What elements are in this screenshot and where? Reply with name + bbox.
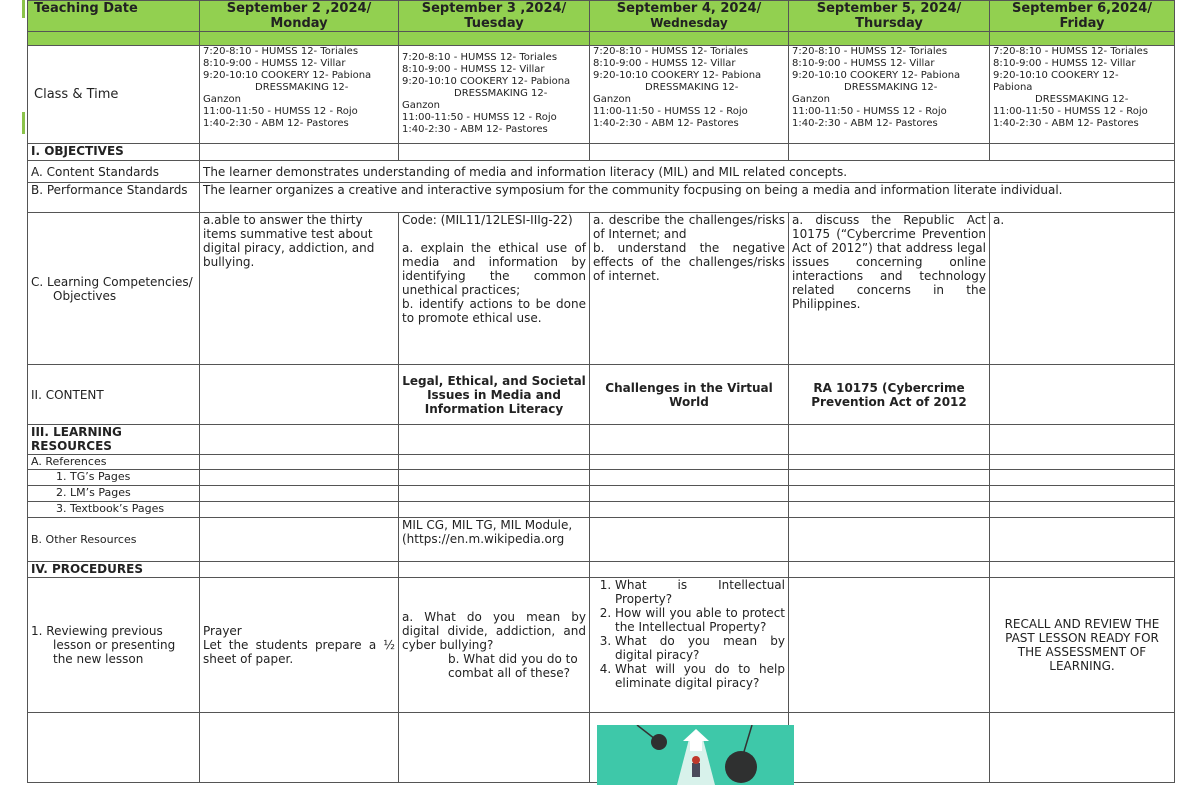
review-row — [28, 578, 1175, 713]
header-day-wed — [590, 1, 789, 32]
date-text: September 3 ,2024/ — [421, 1, 567, 16]
review-tue — [399, 578, 590, 713]
competencies-fri: a. — [990, 213, 1175, 365]
content-standards-label: A. Content Standards — [28, 161, 200, 183]
other-resources-label: B. Other Resources — [28, 518, 200, 562]
schedule-line: 9:20-10:10 COOKERY 12- Pabiona — [402, 76, 571, 87]
schedule-line: 7:20-8:10 - HUMSS 12- Toriales — [203, 46, 359, 57]
procedure-line: a. What do you mean by digital divide, addiction, and cyber bullying? — [402, 610, 586, 652]
schedule-line: 8:10-9:00 - HUMSS 12- Villar — [203, 58, 346, 69]
review-fri: RECALL AND REVIEW THE PAST LESSON READY FOR THE ASSESSMENT OF LEARNING. — [990, 578, 1175, 713]
lm-pages-label: 2. LM’s Pages — [28, 486, 200, 502]
objectives-heading: I. OBJECTIVES — [28, 144, 200, 161]
performance-standards-row — [28, 183, 1175, 213]
schedule-line: 11:00-11:50 - HUMSS 12 - Rojo — [792, 106, 947, 117]
objectives-heading-row — [28, 144, 1175, 161]
daily-lesson-log-table — [27, 0, 1175, 783]
schedule-line: 8:10-9:00 - HUMSS 12- Villar — [792, 58, 935, 69]
performance-standards-text: The learner organizes a creative and interactive symposium for the community focpusing on being a media and information literate individual. — [200, 183, 1175, 213]
schedule-line: 7:20-8:10 - HUMSS 12- Toriales — [402, 52, 558, 63]
review-question: 4. What will you do to help eliminate digital piracy? — [615, 662, 785, 690]
schedule-line: DRESSMAKING 12- — [454, 88, 548, 99]
competencies-tue — [399, 213, 590, 365]
schedule-line: 1:40-2:30 - ABM 12- Pastores — [993, 118, 1139, 129]
date-text: September 5, 2024/ — [816, 1, 962, 16]
class-time-fri — [990, 46, 1175, 144]
content-wed: Challenges in the Virtual World — [590, 365, 789, 425]
schedule-line: Ganzon — [203, 94, 241, 105]
competency-code: Code: (MIL11/12LESI-IIIg-22) — [402, 213, 573, 227]
class-time-mon — [200, 46, 399, 144]
header-day-tue — [399, 1, 590, 32]
schedule-line: 9:20-10:10 COOKERY 12- — [993, 70, 1119, 81]
left-accent-bar — [22, 0, 25, 18]
day-text: Thursday — [855, 16, 923, 31]
content-row — [28, 365, 1175, 425]
review-question: 1. What is Intellectual Property? — [615, 578, 785, 606]
schedule-line: DRESSMAKING 12- — [645, 82, 739, 93]
label-text: 1. Reviewing previous lesson or presenting the new lesson — [31, 624, 176, 666]
wrecking-ball-icon — [597, 725, 794, 785]
left-accent-bar-lower — [22, 112, 25, 134]
label-text: C. Learning Competencies/ Objectives — [31, 274, 193, 303]
tg-pages-row — [28, 470, 1175, 486]
competencies-row — [28, 213, 1175, 365]
competency-item: a. describe the challenges/risks of Internet; and — [593, 213, 785, 241]
resources-heading-row — [28, 425, 1175, 455]
schedule-line: 1:40-2:30 - ABM 12- Pastores — [203, 118, 349, 129]
references-row — [28, 455, 1175, 470]
class-time-thu — [789, 46, 990, 144]
competencies-thu: a. discuss the Republic Act 10175 (“Cybercrime Prevention Act of 2012”) that address legal issues concerning online interactions and technology related concerns in the Philippines. — [789, 213, 990, 365]
schedule-line: 8:10-9:00 - HUMSS 12- Villar — [993, 58, 1136, 69]
day-text: Wednesday — [650, 16, 728, 30]
review-label — [28, 578, 200, 713]
competency-item: b. understand the negative effects of the challenges/risks of internet. — [593, 241, 785, 283]
procedures-heading-row — [28, 562, 1175, 578]
performance-standards-label — [28, 183, 200, 213]
wrecking-ball-illustration — [597, 725, 794, 785]
textbook-pages-label: 3. Textbook’s Pages — [28, 502, 200, 518]
schedule-line: 9:20-10:10 COOKERY 12- Pabiona — [593, 70, 762, 81]
competencies-label — [28, 213, 200, 365]
schedule-line: 1:40-2:30 - ABM 12- Pastores — [593, 118, 739, 129]
date-text: September 4, 2024/ — [616, 1, 762, 16]
review-question: 3. What do you mean by digital piracy? — [615, 634, 785, 662]
schedule-line: 11:00-11:50 - HUMSS 12 - Rojo — [593, 106, 748, 117]
label-text: B. Performance Standards — [31, 183, 188, 197]
schedule-line: 11:00-11:50 - HUMSS 12 - Rojo — [203, 106, 358, 117]
schedule-line: 8:10-9:00 - HUMSS 12- Villar — [593, 58, 736, 69]
schedule-line: 8:10-9:00 - HUMSS 12- Villar — [402, 64, 545, 75]
competency-item: a. explain the ethical use of media and information by identifying the common unethical practices; — [402, 241, 586, 297]
schedule-line: DRESSMAKING 12- — [255, 82, 349, 93]
class-time-tue — [399, 46, 590, 144]
competencies-wed — [590, 213, 789, 365]
other-resources-row — [28, 518, 1175, 562]
content-label: II. CONTENT — [28, 365, 200, 425]
tg-pages-label: 1. TG’s Pages — [28, 470, 200, 486]
resources-heading: III. LEARNING RESOURCES — [28, 425, 200, 455]
schedule-line: Pabiona — [993, 82, 1033, 93]
schedule-line: Ganzon — [792, 94, 830, 105]
procedures-heading: IV. PROCEDURES — [28, 562, 200, 578]
header-day-mon — [200, 1, 399, 32]
lm-pages-row — [28, 486, 1175, 502]
schedule-line: DRESSMAKING 12- — [844, 82, 938, 93]
schedule-line: 7:20-8:10 - HUMSS 12- Toriales — [792, 46, 948, 57]
schedule-line: Ganzon — [402, 100, 440, 111]
procedure-line: b. What did you do to combat all of these? — [448, 652, 578, 680]
references-label: A. References — [28, 455, 200, 470]
competencies-mon: a.able to answer the thirty items summative test about digital piracy, addiction, and bullying. — [200, 213, 399, 365]
header-spacer-row — [28, 32, 1175, 46]
header-row — [28, 1, 1175, 32]
date-text: September 6,2024/ — [1011, 1, 1153, 16]
content-standards-row — [28, 161, 1175, 183]
class-time-wed — [590, 46, 789, 144]
header-day-fri — [990, 1, 1175, 32]
review-question: 2. How will you able to protect the Intellectual Property? — [615, 606, 785, 634]
content-tue: Legal, Ethical, and Societal Issues in Media and Information Literacy — [399, 365, 590, 425]
schedule-line: 1:40-2:30 - ABM 12- Pastores — [792, 118, 938, 129]
day-text: Friday — [1059, 16, 1105, 31]
procedure-line: Prayer — [203, 624, 242, 638]
review-wed — [590, 578, 789, 713]
schedule-line: DRESSMAKING 12- — [1035, 94, 1129, 105]
schedule-line: 1:40-2:30 - ABM 12- Pastores — [402, 124, 548, 135]
class-time-label: Class & Time — [28, 46, 200, 144]
teaching-date-label: Teaching Date — [28, 1, 200, 32]
competency-item: b. identify actions to be done to promote ethical use. — [402, 297, 586, 325]
day-text: Tuesday — [464, 16, 524, 31]
header-day-thu — [789, 1, 990, 32]
content-thu: RA 10175 (Cybercrime Prevention Act of 2012 — [789, 365, 990, 425]
schedule-line: 7:20-8:10 - HUMSS 12- Toriales — [593, 46, 749, 57]
date-text: September 2 ,2024/ — [226, 1, 372, 16]
procedure-line: Let the students prepare a ½ sheet of paper. — [203, 638, 395, 666]
class-time-row — [28, 46, 1175, 144]
day-text: Monday — [270, 16, 328, 31]
schedule-line: 11:00-11:50 - HUMSS 12 - Rojo — [993, 106, 1148, 117]
review-mon — [200, 578, 399, 713]
content-standards-text: The learner demonstrates understanding of media and information literacy (MIL) and MIL related concepts. — [200, 161, 1175, 183]
schedule-line: Ganzon — [593, 94, 631, 105]
schedule-line: 9:20-10:10 COOKERY 12- Pabiona — [203, 70, 372, 81]
textbook-pages-row — [28, 502, 1175, 518]
schedule-line: 7:20-8:10 - HUMSS 12- Toriales — [993, 46, 1149, 57]
review-questions — [593, 578, 785, 690]
other-resources-tue: MIL CG, MIL TG, MIL Module, (https://en.m.wikipedia.org — [399, 518, 590, 562]
schedule-line: 11:00-11:50 - HUMSS 12 - Rojo — [402, 112, 557, 123]
schedule-line: 9:20-10:10 COOKERY 12- Pabiona — [792, 70, 961, 81]
